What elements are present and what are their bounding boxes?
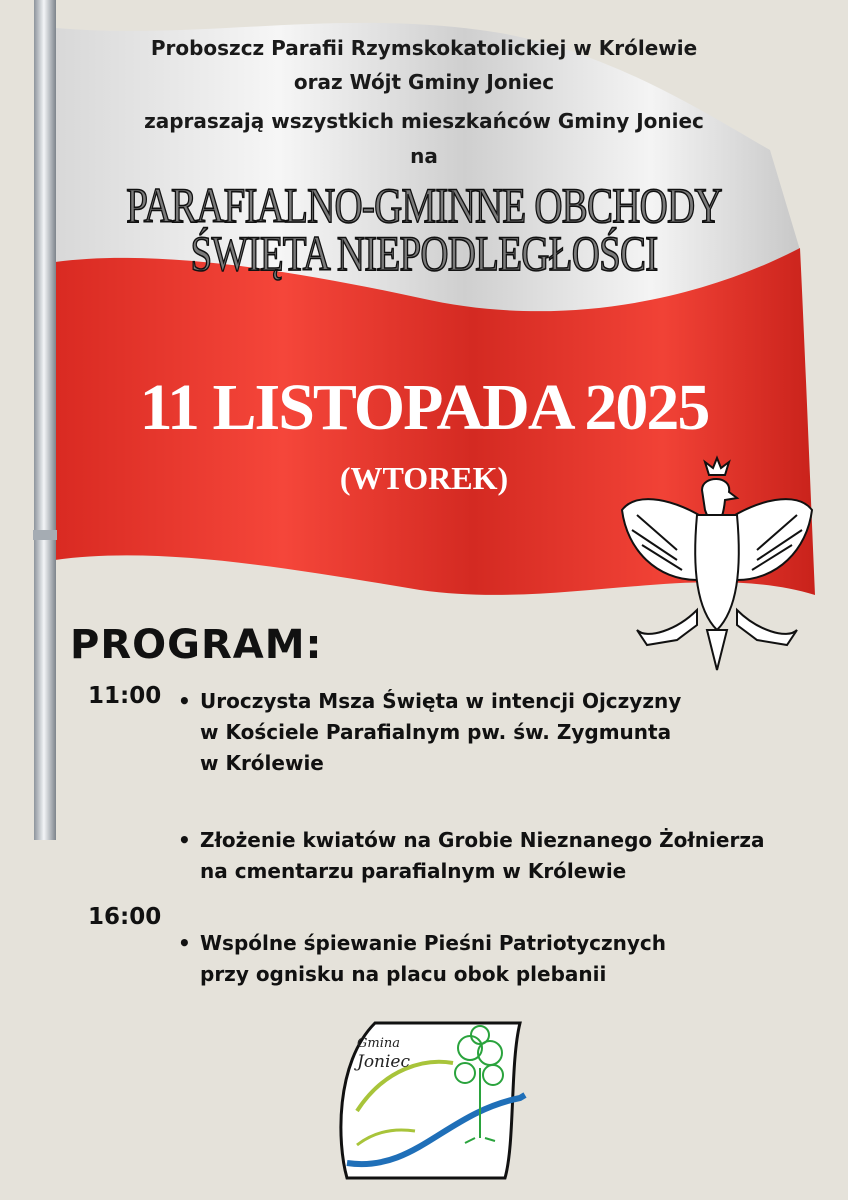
invitation-line-1: Proboszcz Parafii Rzymskokatolickiej w Królewie [150, 36, 698, 60]
program-item-text: Złożenie kwiatów na Grobie Nieznanego Żołnierza na cmentarzu parafialnym w Królewie [200, 828, 765, 883]
logo-text-gmina: Gmina [357, 1036, 400, 1051]
logo-text-joniec: Joniec [357, 1052, 411, 1072]
invitation-line-2: oraz Wójt Gminy Joniec [293, 70, 555, 94]
program-item-text: Wspólne śpiewanie Pieśni Patriotycznych przy ognisku na placu obok plebanii [200, 931, 667, 986]
invitation-line-3: zapraszają wszystkich mieszkańców Gminy Joniec [144, 109, 704, 133]
bullet: • [178, 828, 191, 852]
title-line-1: PARAFIALNO-GMINNE OBCHODY [126, 177, 722, 233]
program-item-text: Uroczysta Msza Święta w intencji Ojczyzny w Kościele Parafialnym pw. św. Zygmunta w Królewie [200, 689, 682, 775]
bullet: • [178, 931, 191, 955]
invitation-line-4: na [410, 144, 438, 168]
event-weekday: (WTOREK) [339, 460, 509, 496]
program-item [178, 686, 681, 779]
program-time-1: 11:00 [88, 683, 162, 709]
program-item [178, 825, 764, 887]
program-time-2: 16:00 [88, 904, 162, 930]
event-date: 11 LISTOPADA 2025 [139, 371, 709, 444]
program-heading: PROGRAM: [70, 622, 323, 668]
program-item [178, 928, 666, 990]
bullet: • [178, 689, 191, 713]
title-line-2: ŚWIĘTA NIEPODLEGŁOŚCI [190, 225, 658, 281]
